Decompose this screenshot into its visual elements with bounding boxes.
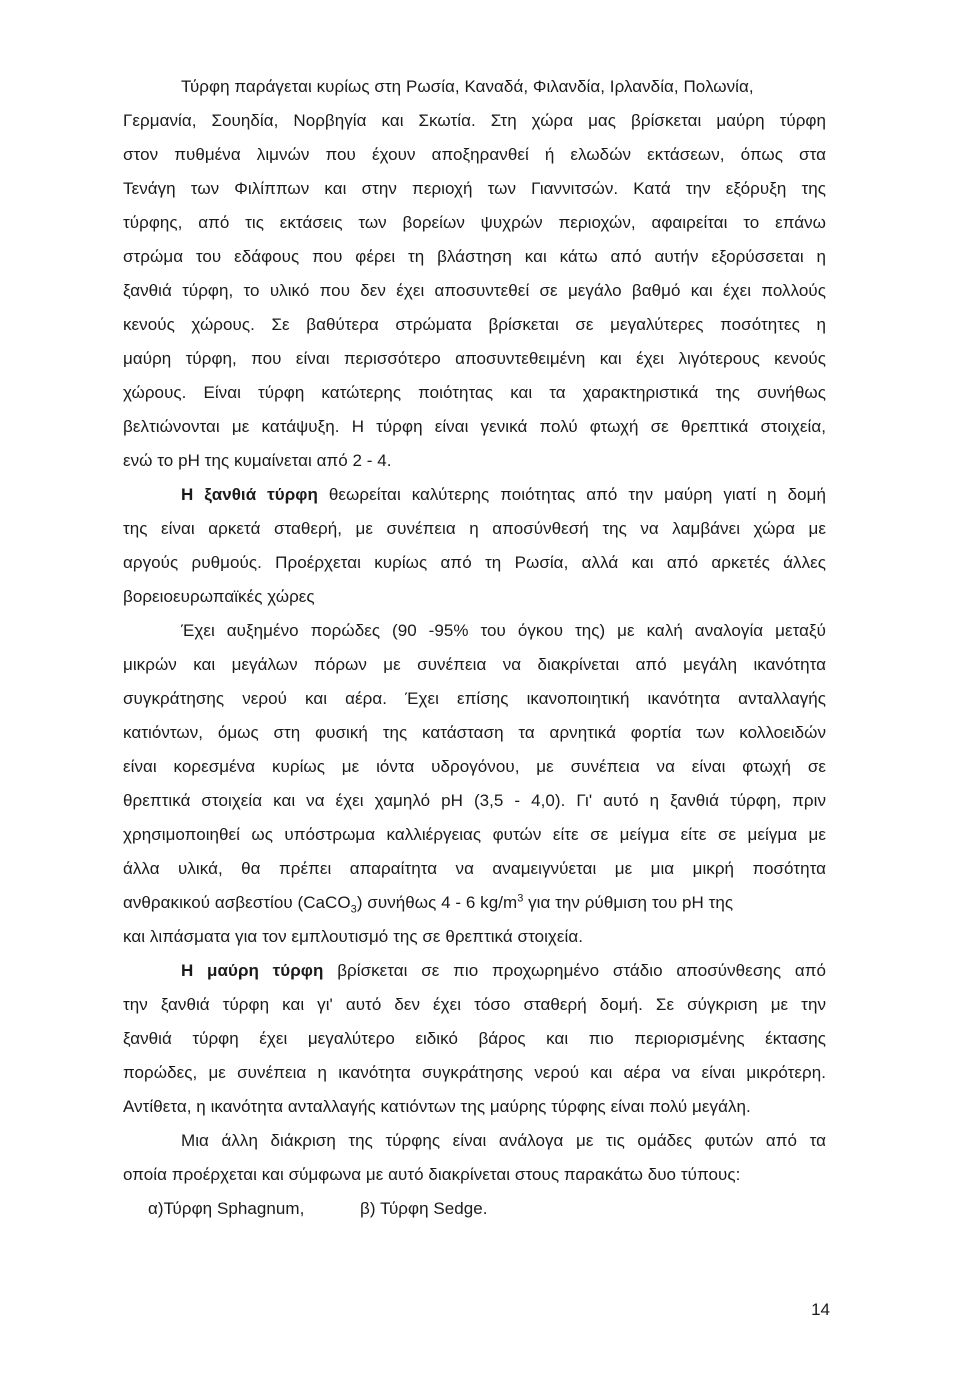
text-line	[181, 961, 826, 981]
text-line: Αντίθετα, η ικανότητα ανταλλαγής κατιόντων της μαύρης τύρφης είναι πολύ μεγάλη.	[123, 1097, 751, 1116]
text-line: ενώ το pH της κυμαίνεται από 2 - 4.	[123, 451, 392, 470]
text-run: βρίσκεται σε πιο προχωρημένο στάδιο αποσύνθεσης από	[323, 961, 826, 980]
text-line: χώρους. Είναι τύρφη κατώτερης ποιότητας και τα χαρακτηριστικά της συνήθως	[123, 383, 826, 402]
text-line: της είναι αρκετά σταθερή, με συνέπεια η αποσύνθεσή της να λαμβάνει χώρα με	[123, 519, 826, 538]
text-line: κενούς χώρους. Σε βαθύτερα στρώματα βρίσκεται σε μεγαλύτερες ποσότητες η	[123, 315, 826, 334]
text-line	[181, 485, 826, 505]
subscript: 3	[350, 903, 357, 916]
text-line: οποία προέρχεται και σύμφωνα με αυτό διακρίνεται στους παρακάτω δυο τύπους:	[123, 1165, 741, 1184]
text-line: είναι κορεσμένα κυρίως με ιόντα υδρογόνου, με συνέπεια να είναι φτωχή σε	[123, 757, 826, 776]
text-line: βορειοευρωπαϊκές χώρες	[123, 587, 315, 606]
text-line: Τενάγη των Φιλίππων και στην περιοχή των Γιαννιτσών. Κατά την εξόρυξη της	[123, 179, 826, 198]
peat-type-b: β) Τύρφη Sedge.	[360, 1199, 488, 1218]
text-line: μικρών και μεγάλων πόρων με συνέπεια να διακρίνεται από μεγάλη ικανότητα	[123, 655, 826, 674]
text-line: στον πυθμένα λιμνών που έχουν αποξηρανθεί ή ελωδών εκτάσεων, όπως στα	[123, 145, 826, 164]
superscript: 3	[517, 892, 524, 905]
text-line: μαύρη τύρφη, που είναι περισσότερο αποσυντεθειμένη και έχει λιγότερους κενούς	[123, 349, 826, 368]
text-line: βελτιώνονται με κατάψυξη. Η τύρφη είναι γενικά πολύ φτωχή σε θρεπτικά στοιχεία,	[123, 417, 826, 436]
bold-lead: Η ξανθιά τύρφη	[181, 485, 318, 504]
text-run: ) συνήθως 4 - 6 kg/m	[356, 893, 518, 912]
text-line: άλλα υλικά, θα πρέπει απαραίτητα να αναμειγνύεται με μια μικρή ποσότητα	[123, 859, 826, 878]
text-line: τύρφης, από τις εκτάσεις των βορείων ψυχρών περιοχών, αφαιρείται το επάνω	[123, 213, 826, 232]
text-run: για την ρύθμιση του pH της	[523, 893, 734, 912]
text-line: Μια άλλη διάκριση της τύρφης είναι ανάλογα με τις ομάδες φυτών από τα	[181, 1131, 826, 1150]
text-run: ανθρακικού ασβεστίου (CaCO	[123, 893, 351, 912]
text-line: θρεπτικά στοιχεία και να έχει χαμηλό pH (3,5 - 4,0). Γι' αυτό η ξανθιά τύρφη, πριν	[123, 791, 826, 810]
text-line: ξανθιά τύρφη, το υλικό που δεν έχει αποσυντεθεί σε μεγάλο βαθμό και έχει πολλούς	[123, 281, 826, 300]
text-run: θεωρείται καλύτερης ποιότητας από την μαύρη γιατί η δομή	[317, 485, 826, 504]
text-line	[123, 892, 734, 916]
text-line: την ξανθιά τύρφη και γι' αυτό δεν έχει τόσο σταθερή δομή. Σε σύγκριση με την	[123, 995, 826, 1014]
text-line: στρώμα του εδάφους που φέρει τη βλάστηση και κάτω από αυτήν εξορύσσεται η	[123, 247, 826, 266]
text-line: Γερμανία, Σουηδία, Νορβηγία και Σκωτία. Στη χώρα μας βρίσκεται μαύρη τύρφη	[123, 111, 826, 130]
text-line: πορώδες, με συνέπεια η ικανότητα συγκράτησης νερού και αέρα να είναι μικρότερη.	[123, 1063, 826, 1082]
text-line: και λιπάσματα για τον εμπλουτισμό της σε θρεπτικά στοιχεία.	[123, 927, 584, 946]
text-line: συγκράτησης νερού και αέρα. Έχει επίσης ικανοποιητική ικανότητα ανταλλαγής	[123, 689, 826, 708]
text-line: αργούς ρυθμούς. Προέρχεται κυρίως από τη Ρωσία, αλλά και από αρκετές άλλες	[123, 553, 826, 572]
bold-lead: Η μαύρη τύρφη	[181, 961, 324, 980]
text-line: κατιόντων, όμως στη φυσική της κατάσταση τα αρνητικά φορτία των κολλοειδών	[123, 723, 826, 742]
text-line: Έχει αυξημένο πορώδες (90 -95% του όγκου της) με καλή αναλογία μεταξύ	[181, 621, 826, 640]
text-line: Τύρφη παράγεται κυρίως στη Ρωσία, Καναδά, Φιλανδία, Ιρλανδία, Πολωνία,	[181, 77, 754, 96]
peat-type-a: α)Τύρφη Sphagnum,	[148, 1199, 305, 1218]
text-line: ξανθιά τύρφη έχει μεγαλύτερο ειδικό βάρος και πιο περιορισμένης έκτασης	[123, 1029, 826, 1048]
page-number: 14	[811, 1300, 830, 1319]
text-line: χρησιμοποιηθεί ως υπόστρωμα καλλιέργειας φυτών είτε σε μείγμα είτε σε μείγμα με	[123, 825, 826, 844]
